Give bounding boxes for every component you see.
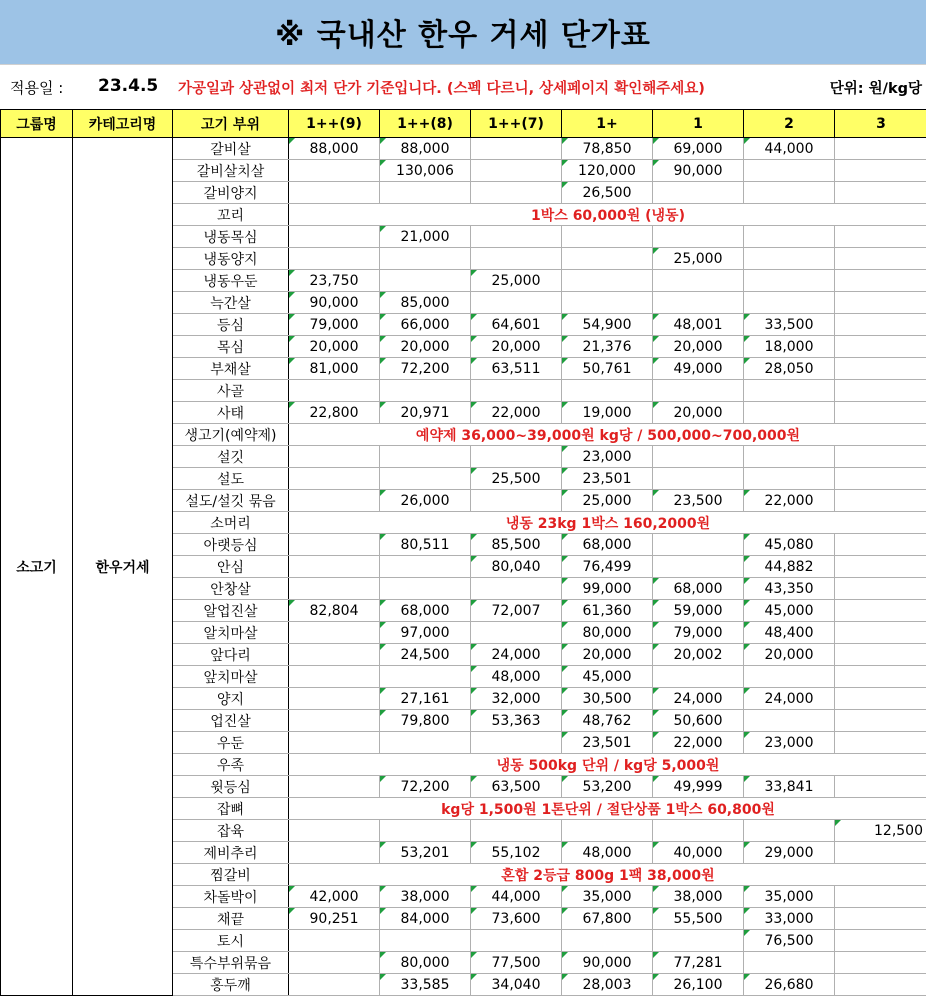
part-cell: 부채살 xyxy=(173,358,289,380)
price-cell: 27,161 xyxy=(380,688,471,710)
price-cell: 30,500 xyxy=(562,688,653,710)
price-cell xyxy=(289,182,380,204)
part-cell: 등심 xyxy=(173,314,289,336)
price-cell: 79,000 xyxy=(653,622,744,644)
price-cell: 90,000 xyxy=(289,292,380,314)
price-cell: 49,000 xyxy=(653,358,744,380)
price-cell: 59,000 xyxy=(653,600,744,622)
price-cell xyxy=(289,710,380,732)
price-cell xyxy=(562,820,653,842)
price-cell xyxy=(289,556,380,578)
col-header-grade-1p: 1+ xyxy=(562,110,653,138)
price-cell xyxy=(471,182,562,204)
price-cell: 120,000 xyxy=(562,160,653,182)
price-cell xyxy=(835,468,926,490)
category-cell: 한우거세 xyxy=(73,138,173,996)
price-cell: 55,102 xyxy=(471,842,562,864)
price-cell xyxy=(289,534,380,556)
price-cell xyxy=(653,534,744,556)
price-cell xyxy=(289,490,380,512)
price-cell: 78,850 xyxy=(562,138,653,160)
price-cell: 77,500 xyxy=(471,952,562,974)
price-cell xyxy=(380,182,471,204)
price-cell xyxy=(471,446,562,468)
price-cell: 26,680 xyxy=(744,974,835,996)
price-cell: 44,000 xyxy=(744,138,835,160)
price-cell: 76,499 xyxy=(562,556,653,578)
table-body xyxy=(1,138,926,996)
part-cell: 채끝 xyxy=(173,908,289,930)
price-note-cell: kg당 1,500원 1톤단위 / 절단상품 1박스 60,800원 xyxy=(289,798,926,820)
price-cell: 29,000 xyxy=(744,842,835,864)
price-cell: 72,200 xyxy=(380,776,471,798)
info-row xyxy=(0,65,926,109)
price-cell: 88,000 xyxy=(380,138,471,160)
price-cell: 64,601 xyxy=(471,314,562,336)
price-cell xyxy=(835,160,926,182)
price-cell xyxy=(835,556,926,578)
price-table xyxy=(0,109,926,996)
part-cell: 차돌박이 xyxy=(173,886,289,908)
price-cell: 34,040 xyxy=(471,974,562,996)
price-notice: 가공일과 상관없이 최저 단가 기준입니다. (스펙 다르니, 상세페이지 확인해주세요) xyxy=(178,81,705,97)
price-cell xyxy=(289,226,380,248)
part-cell: 알치마살 xyxy=(173,622,289,644)
price-cell: 24,000 xyxy=(653,688,744,710)
price-cell xyxy=(471,380,562,402)
price-cell xyxy=(471,226,562,248)
price-cell: 28,050 xyxy=(744,358,835,380)
price-cell: 85,000 xyxy=(380,292,471,314)
price-cell xyxy=(471,160,562,182)
price-cell xyxy=(380,666,471,688)
price-cell: 32,000 xyxy=(471,688,562,710)
price-cell: 49,999 xyxy=(653,776,744,798)
price-cell: 23,500 xyxy=(653,490,744,512)
price-cell: 35,000 xyxy=(562,886,653,908)
price-cell xyxy=(835,886,926,908)
price-cell xyxy=(835,402,926,424)
price-cell xyxy=(653,446,744,468)
price-cell: 25,000 xyxy=(562,490,653,512)
price-cell: 20,000 xyxy=(653,336,744,358)
price-cell xyxy=(835,666,926,688)
price-cell xyxy=(835,182,926,204)
price-cell xyxy=(289,380,380,402)
price-cell xyxy=(653,556,744,578)
col-header-grade-3: 3 xyxy=(835,110,926,138)
price-cell: 33,000 xyxy=(744,908,835,930)
price-cell xyxy=(562,292,653,314)
price-cell xyxy=(744,160,835,182)
price-cell: 43,350 xyxy=(744,578,835,600)
price-cell xyxy=(471,622,562,644)
price-cell xyxy=(289,622,380,644)
price-cell: 45,080 xyxy=(744,534,835,556)
price-cell xyxy=(380,468,471,490)
table-row xyxy=(1,138,926,160)
price-cell xyxy=(653,292,744,314)
price-cell: 79,800 xyxy=(380,710,471,732)
price-cell: 88,000 xyxy=(289,138,380,160)
price-cell: 22,000 xyxy=(471,402,562,424)
part-cell: 우족 xyxy=(173,754,289,776)
price-cell: 50,600 xyxy=(653,710,744,732)
price-cell xyxy=(289,820,380,842)
price-cell: 22,000 xyxy=(653,732,744,754)
part-cell: 우둔 xyxy=(173,732,289,754)
price-cell: 38,000 xyxy=(653,886,744,908)
price-cell: 40,000 xyxy=(653,842,744,864)
col-header-grade-1pp8: 1++(8) xyxy=(380,110,471,138)
price-note-cell: 냉동 23kg 1박스 160,2000원 xyxy=(289,512,926,534)
price-cell xyxy=(289,666,380,688)
price-cell: 77,281 xyxy=(653,952,744,974)
price-cell xyxy=(744,468,835,490)
price-cell: 55,500 xyxy=(653,908,744,930)
part-cell: 설도 xyxy=(173,468,289,490)
col-header-grade-1: 1 xyxy=(653,110,744,138)
price-cell xyxy=(289,930,380,952)
price-cell xyxy=(835,622,926,644)
part-cell: 잡뼈 xyxy=(173,798,289,820)
price-cell: 69,000 xyxy=(653,138,744,160)
price-cell xyxy=(289,732,380,754)
price-cell: 20,002 xyxy=(653,644,744,666)
price-cell: 66,000 xyxy=(380,314,471,336)
price-cell xyxy=(835,380,926,402)
price-cell: 45,000 xyxy=(562,666,653,688)
part-cell: 소머리 xyxy=(173,512,289,534)
price-cell xyxy=(653,930,744,952)
part-cell: 냉동우둔 xyxy=(173,270,289,292)
price-cell: 63,500 xyxy=(471,776,562,798)
price-note-cell: 냉동 500kg 단위 / kg당 5,000원 xyxy=(289,754,926,776)
part-cell: 꼬리 xyxy=(173,204,289,226)
price-cell: 26,000 xyxy=(380,490,471,512)
price-cell: 20,000 xyxy=(562,644,653,666)
part-cell: 갈비양지 xyxy=(173,182,289,204)
price-cell: 53,363 xyxy=(471,710,562,732)
price-cell xyxy=(289,688,380,710)
price-note-cell: 혼합 2등급 800g 1팩 38,000원 xyxy=(289,864,926,886)
part-cell: 찜갈비 xyxy=(173,864,289,886)
price-cell: 81,000 xyxy=(289,358,380,380)
price-cell xyxy=(471,732,562,754)
part-cell: 갈비살치살 xyxy=(173,160,289,182)
part-cell: 윗등심 xyxy=(173,776,289,798)
price-cell: 20,000 xyxy=(471,336,562,358)
price-cell xyxy=(380,732,471,754)
price-cell: 20,000 xyxy=(653,402,744,424)
price-cell: 23,000 xyxy=(562,446,653,468)
price-cell: 63,511 xyxy=(471,358,562,380)
price-cell xyxy=(744,248,835,270)
price-cell xyxy=(289,248,380,270)
price-cell xyxy=(471,248,562,270)
price-cell: 68,000 xyxy=(562,534,653,556)
price-cell xyxy=(289,776,380,798)
price-cell xyxy=(380,248,471,270)
part-cell: 알업진살 xyxy=(173,600,289,622)
group-cell: 소고기 xyxy=(1,138,73,996)
price-cell xyxy=(835,292,926,314)
price-cell: 72,200 xyxy=(380,358,471,380)
price-cell: 45,000 xyxy=(744,600,835,622)
part-cell: 잡육 xyxy=(173,820,289,842)
price-cell xyxy=(744,446,835,468)
price-cell xyxy=(471,820,562,842)
apply-date-value: 23.4.5 xyxy=(98,76,159,96)
price-cell xyxy=(289,842,380,864)
price-cell xyxy=(835,600,926,622)
price-cell: 35,000 xyxy=(744,886,835,908)
price-cell: 23,501 xyxy=(562,732,653,754)
price-cell xyxy=(835,930,926,952)
price-cell xyxy=(835,138,926,160)
price-cell: 73,600 xyxy=(471,908,562,930)
price-cell: 44,000 xyxy=(471,886,562,908)
price-cell: 25,500 xyxy=(471,468,562,490)
price-cell: 80,040 xyxy=(471,556,562,578)
part-cell: 앞다리 xyxy=(173,644,289,666)
price-cell: 33,585 xyxy=(380,974,471,996)
price-cell xyxy=(289,468,380,490)
price-cell: 20,000 xyxy=(289,336,380,358)
col-header-part: 고기 부위 xyxy=(173,110,289,138)
price-cell xyxy=(835,688,926,710)
unit-label: 단위: 원/kg당 xyxy=(829,81,922,97)
price-cell: 80,000 xyxy=(380,952,471,974)
part-cell: 업진살 xyxy=(173,710,289,732)
price-cell: 33,500 xyxy=(744,314,835,336)
price-cell xyxy=(744,292,835,314)
price-cell xyxy=(835,842,926,864)
price-cell xyxy=(471,138,562,160)
price-cell xyxy=(471,578,562,600)
part-cell: 설도/설깃 묶음 xyxy=(173,490,289,512)
price-cell: 85,500 xyxy=(471,534,562,556)
price-cell xyxy=(653,226,744,248)
price-cell: 19,000 xyxy=(562,402,653,424)
price-cell: 99,000 xyxy=(562,578,653,600)
price-cell xyxy=(653,380,744,402)
part-cell: 홍두깨 xyxy=(173,974,289,996)
price-cell: 48,000 xyxy=(471,666,562,688)
price-cell xyxy=(380,556,471,578)
price-cell: 80,000 xyxy=(562,622,653,644)
col-header-grade-2: 2 xyxy=(744,110,835,138)
price-cell: 90,251 xyxy=(289,908,380,930)
part-cell: 특수부위묶음 xyxy=(173,952,289,974)
price-cell xyxy=(653,820,744,842)
price-cell: 24,000 xyxy=(471,644,562,666)
price-cell xyxy=(562,248,653,270)
price-cell: 84,000 xyxy=(380,908,471,930)
price-cell xyxy=(380,446,471,468)
price-cell xyxy=(744,710,835,732)
price-cell xyxy=(562,226,653,248)
price-cell: 24,500 xyxy=(380,644,471,666)
price-cell: 130,006 xyxy=(380,160,471,182)
price-cell xyxy=(835,358,926,380)
price-cell: 38,000 xyxy=(380,886,471,908)
part-cell: 안심 xyxy=(173,556,289,578)
price-cell xyxy=(562,930,653,952)
part-cell: 앞치마살 xyxy=(173,666,289,688)
part-cell: 갈비살 xyxy=(173,138,289,160)
page-title: ※ 국내산 한우 거세 단가표 xyxy=(0,0,926,65)
price-cell: 97,000 xyxy=(380,622,471,644)
price-cell: 23,750 xyxy=(289,270,380,292)
price-cell xyxy=(562,270,653,292)
col-header-category: 카테고리명 xyxy=(73,110,173,138)
price-cell xyxy=(835,336,926,358)
price-cell: 24,000 xyxy=(744,688,835,710)
price-cell xyxy=(744,270,835,292)
price-cell: 90,000 xyxy=(562,952,653,974)
price-cell: 48,762 xyxy=(562,710,653,732)
price-cell: 25,000 xyxy=(653,248,744,270)
col-header-grade-1pp9: 1++(9) xyxy=(289,110,380,138)
price-cell: 54,900 xyxy=(562,314,653,336)
price-cell xyxy=(835,776,926,798)
price-cell: 79,000 xyxy=(289,314,380,336)
part-cell: 안창살 xyxy=(173,578,289,600)
price-cell xyxy=(653,270,744,292)
price-cell: 44,882 xyxy=(744,556,835,578)
price-cell: 20,971 xyxy=(380,402,471,424)
price-cell xyxy=(835,732,926,754)
price-cell xyxy=(380,380,471,402)
part-cell: 냉동목심 xyxy=(173,226,289,248)
price-cell xyxy=(835,578,926,600)
part-cell: 목심 xyxy=(173,336,289,358)
price-cell: 50,761 xyxy=(562,358,653,380)
price-cell xyxy=(835,226,926,248)
price-cell xyxy=(744,226,835,248)
price-cell xyxy=(289,644,380,666)
price-cell: 22,800 xyxy=(289,402,380,424)
price-cell xyxy=(471,930,562,952)
price-cell xyxy=(471,490,562,512)
part-cell: 설깃 xyxy=(173,446,289,468)
price-note-cell: 예약제 36,000~39,000원 kg당 / 500,000~700,000원 xyxy=(289,424,926,446)
price-cell xyxy=(744,182,835,204)
price-cell: 21,000 xyxy=(380,226,471,248)
price-cell xyxy=(380,820,471,842)
price-cell xyxy=(289,578,380,600)
price-cell: 67,800 xyxy=(562,908,653,930)
price-cell: 26,100 xyxy=(653,974,744,996)
price-cell xyxy=(744,402,835,424)
price-cell: 68,000 xyxy=(380,600,471,622)
price-cell: 21,376 xyxy=(562,336,653,358)
price-cell: 90,000 xyxy=(653,160,744,182)
price-cell xyxy=(835,446,926,468)
table-header-row xyxy=(1,110,926,138)
price-cell: 33,841 xyxy=(744,776,835,798)
price-cell: 82,804 xyxy=(289,600,380,622)
price-cell xyxy=(744,820,835,842)
price-cell: 48,000 xyxy=(562,842,653,864)
price-cell: 23,000 xyxy=(744,732,835,754)
part-cell: 아랫등심 xyxy=(173,534,289,556)
part-cell: 토시 xyxy=(173,930,289,952)
price-cell: 22,000 xyxy=(744,490,835,512)
price-cell: 20,000 xyxy=(744,644,835,666)
price-cell xyxy=(835,248,926,270)
part-cell: 냉동양지 xyxy=(173,248,289,270)
price-cell xyxy=(653,182,744,204)
col-header-grade-1pp7: 1++(7) xyxy=(471,110,562,138)
price-cell xyxy=(653,666,744,688)
price-cell: 48,001 xyxy=(653,314,744,336)
part-cell: 제비추리 xyxy=(173,842,289,864)
price-cell: 53,201 xyxy=(380,842,471,864)
price-cell: 76,500 xyxy=(744,930,835,952)
price-cell xyxy=(380,930,471,952)
price-cell xyxy=(835,908,926,930)
price-cell: 53,200 xyxy=(562,776,653,798)
price-cell xyxy=(289,952,380,974)
price-cell: 12,500 xyxy=(835,820,926,842)
price-cell xyxy=(380,270,471,292)
price-cell xyxy=(289,974,380,996)
part-cell: 양지 xyxy=(173,688,289,710)
price-cell: 28,003 xyxy=(562,974,653,996)
price-cell: 26,500 xyxy=(562,182,653,204)
price-cell xyxy=(289,446,380,468)
price-cell xyxy=(744,666,835,688)
price-cell: 61,360 xyxy=(562,600,653,622)
part-cell: 생고기(예약제) xyxy=(173,424,289,446)
price-cell: 72,007 xyxy=(471,600,562,622)
apply-date-label: 적용일 : xyxy=(10,79,64,97)
price-cell xyxy=(289,160,380,182)
price-cell: 42,000 xyxy=(289,886,380,908)
price-note-cell: 1박스 60,000원 (냉동) xyxy=(289,204,926,226)
price-cell xyxy=(380,578,471,600)
price-cell xyxy=(835,314,926,336)
part-cell: 사골 xyxy=(173,380,289,402)
price-cell: 48,400 xyxy=(744,622,835,644)
price-cell: 68,000 xyxy=(653,578,744,600)
price-cell: 18,000 xyxy=(744,336,835,358)
price-cell xyxy=(562,380,653,402)
price-cell xyxy=(744,952,835,974)
price-cell: 20,000 xyxy=(380,336,471,358)
price-cell xyxy=(653,468,744,490)
price-cell xyxy=(835,270,926,292)
price-cell xyxy=(471,292,562,314)
part-cell: 늑간살 xyxy=(173,292,289,314)
price-cell xyxy=(835,710,926,732)
col-header-group: 그룹명 xyxy=(1,110,73,138)
part-cell: 사태 xyxy=(173,402,289,424)
price-cell xyxy=(835,952,926,974)
price-cell xyxy=(835,490,926,512)
price-cell xyxy=(835,974,926,996)
price-cell xyxy=(835,534,926,556)
price-cell: 23,501 xyxy=(562,468,653,490)
price-cell: 80,511 xyxy=(380,534,471,556)
price-cell xyxy=(835,644,926,666)
price-cell xyxy=(744,380,835,402)
price-cell: 25,000 xyxy=(471,270,562,292)
